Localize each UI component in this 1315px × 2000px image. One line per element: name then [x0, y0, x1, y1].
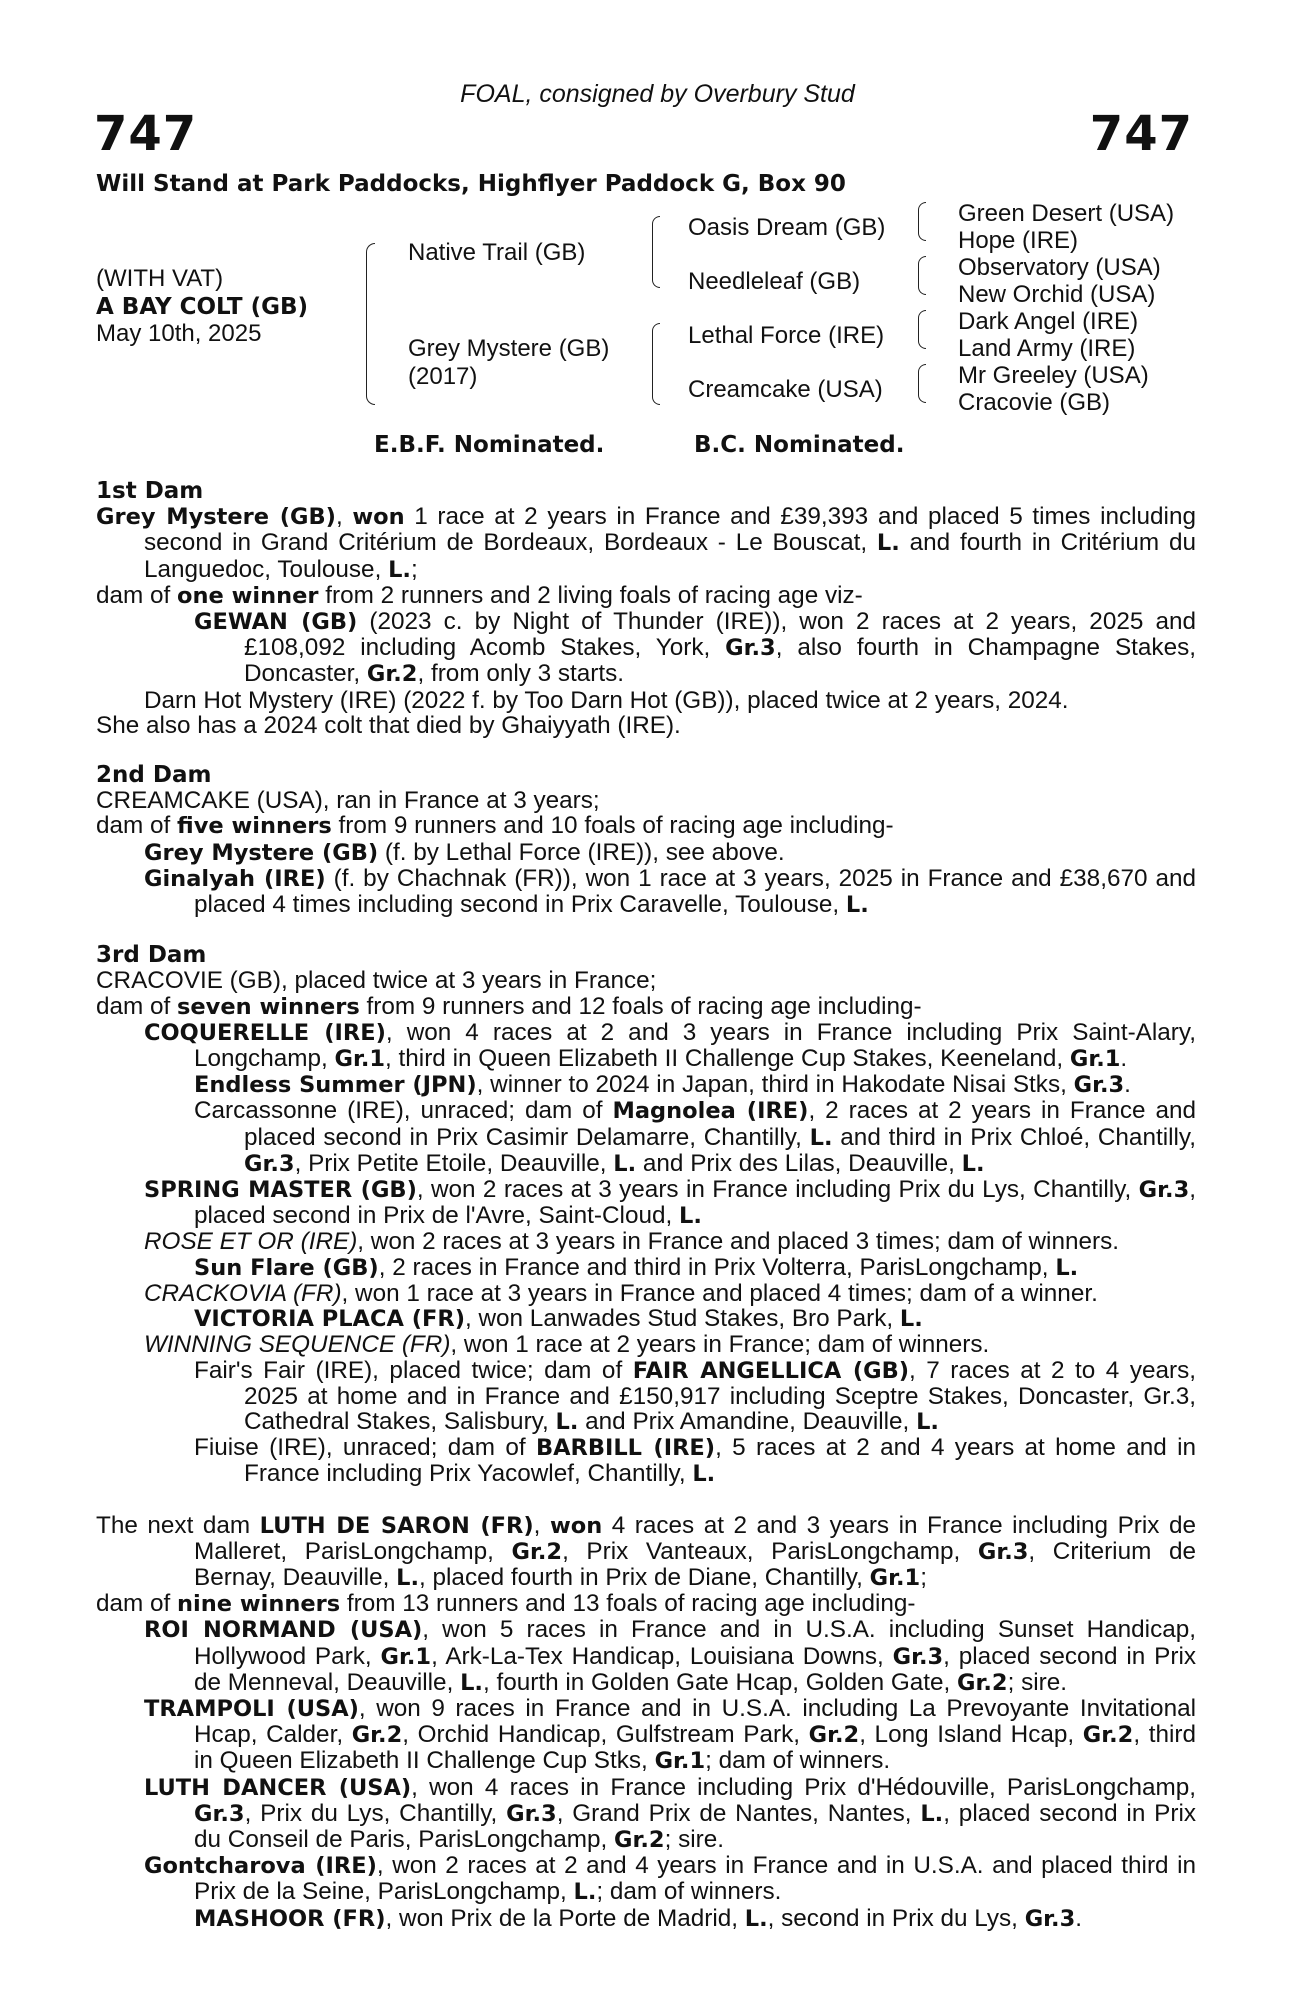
produce-grey-mystere: Grey Mystere (GB) (f. by Lethal Force (IRE)), see above.	[144, 838, 785, 866]
pedigree-g3-6: Land Army (IRE)	[958, 335, 1136, 362]
pedigree-g3-5: Dark Angel (IRE)	[958, 308, 1139, 335]
pedigree-sire: Native Trail (GB)	[408, 239, 586, 266]
third-dam-heading: 3rd Dam	[96, 942, 207, 969]
lot-number-left: 747	[94, 106, 198, 162]
pedigree-g3-4: New Orchid (USA)	[958, 281, 1156, 308]
pedigree-brace-main	[366, 243, 375, 405]
third-dam-produce-summary: dam of seven winners from 9 runners and 12 foals of racing age including-	[96, 992, 922, 1020]
second-dam-produce-summary: dam of five winners from 9 runners and 10 foals of racing age including-	[96, 812, 894, 840]
pedigree-brace-g4	[918, 364, 926, 403]
pedigree-sire-dam: Needleleaf (GB)	[688, 268, 861, 295]
produce-endless-summer: Endless Summer (JPN), winner to 2024 in Japan, third in Hakodate Nisai Stks, Gr.3.	[194, 1071, 1131, 1099]
second-dam-heading: 2nd Dam	[96, 762, 212, 789]
pedigree-g3-8: Cracovie (GB)	[958, 389, 1111, 416]
produce-carcassonne: Carcassonne (IRE), unraced; dam of Magnolea (IRE), 2 races at 2 years in France and placed second in Prix Casimir Delamarre, Chantilly, L. and third in Prix Chloé, Chantilly, Gr.3, Prix Petite Etoile, Deauville, L. and Prix des Lilas, Deauville, L.	[194, 1097, 1196, 1177]
produce-rose-et-or: ROSE ET OR (IRE), won 2 races at 3 years in France and placed 3 times; dam of winners.	[144, 1228, 1119, 1256]
catalogue-body	[96, 479, 1196, 1932]
third-dam-record: CRACOVIE (GB), placed twice at 3 years in France;	[96, 967, 657, 995]
vat-label: (WITH VAT)	[96, 265, 224, 292]
produce-winning-sequence: WINNING SEQUENCE (FR), won 1 race at 2 years in France; dam of winners.	[144, 1331, 990, 1359]
produce-spring-master: SPRING MASTER (GB), won 2 races at 3 years in France including Prix du Lys, Chantilly, Gr.3, placed second in Prix de l'Avre, Saint-Cloud, L.	[144, 1176, 1196, 1230]
pedigree-g3-7: Mr Greeley (USA)	[958, 362, 1149, 389]
produce-darn-hot-mystery: Darn Hot Mystery (IRE) (2022 f. by Too Darn Hot (GB)), placed twice at 2 years, 2024.	[144, 686, 1069, 714]
produce-mashoor: MASHOOR (FR), won Prix de la Porte de Madrid, L., second in Prix du Lys, Gr.3.	[194, 1904, 1083, 1932]
first-dam-note: She also has a 2024 colt that died by Ghaiyyath (IRE).	[96, 711, 681, 739]
horse-name: A BAY COLT (GB)	[96, 294, 309, 320]
produce-crackovia: CRACKOVIA (FR), won 1 race at 3 years in France and placed 4 times; dam of a winner.	[144, 1279, 1098, 1307]
consignment-line: FOAL, consigned by Overbury Stud	[460, 80, 855, 108]
pedigree-dam-dam: Creamcake (USA)	[688, 376, 883, 403]
pedigree-brace-g3	[918, 310, 926, 349]
bc-nomination: B.C. Nominated.	[694, 432, 905, 458]
first-dam-record: Grey Mystere (GB), won 1 race at 2 years in France and £39,393 and placed 5 times including second in Grand Critérium de Bordeaux, Bordeaux - Le Bouscat, L. and fourth in Critérium du Languedoc, Toulouse, L.;	[96, 503, 1196, 583]
produce-roi-normand: ROI NORMAND (USA), won 5 races in France and in U.S.A. including Sunset Handicap, Hollywood Park, Gr.1, Ark-La-Tex Handicap, Louisiana Downs, Gr.3, placed second in Prix de Menneval, Deauville, L., fourth in Golden Gate Hcap, Golden Gate, Gr.2; sire.	[144, 1616, 1196, 1696]
pedigree-g3-3: Observatory (USA)	[958, 254, 1161, 281]
pedigree-brace-g1	[918, 202, 926, 241]
produce-sun-flare: Sun Flare (GB), 2 races in France and third in Prix Volterra, ParisLongchamp, L.	[194, 1253, 1079, 1281]
produce-trampoli: TRAMPOLI (USA), won 9 races in France and in U.S.A. including La Prevoyante Invitational Hcap, Calder, Gr.2, Orchid Handicap, Gulfstream Park, Gr.2, Long Island Hcap, Gr.2, third in Queen Elizabeth II Challenge Cup Stks, Gr.1; dam of winners.	[144, 1694, 1196, 1775]
second-dam-record: CREAMCAKE (USA), ran in France at 3 years;	[96, 787, 600, 815]
produce-gontcharova: Gontcharova (IRE), won 2 races at 2 and 4 years in France and in U.S.A. and placed third in Prix de la Seine, ParisLongchamp, L.; dam of winners.	[144, 1852, 1197, 1906]
produce-coquerelle: COQUERELLE (IRE), won 4 races at 2 and 3 years in France including Prix Saint-Alary, Longchamp, Gr.1, third in Queen Elizabeth II Challenge Cup Stakes, Keeneland, Gr.1.	[144, 1018, 1196, 1073]
location-line: Will Stand at Park Paddocks, Highflyer Paddock G, Box 90	[96, 171, 846, 197]
produce-ginalyah: Ginalyah (IRE) (f. by Chachnak (FR)), won 1 race at 3 years, 2025 in France and £38,670 and placed 4 times including second in Prix Caravelle, Toulouse, L.	[144, 864, 1196, 919]
first-dam-heading: 1st Dam	[96, 478, 204, 504]
lot-number-right: 747	[1089, 106, 1193, 162]
produce-fairs-fair: Fair's Fair (IRE), placed twice; dam of FAIR ANGELLICA (GB), 7 races at 2 to 4 years, 2025 at home and in France and £150,917 including Sceptre Stakes, Doncaster, Gr.3, Cathedral Stakes, Salisbury, L. and Prix Amandine, Deauville, L.	[194, 1356, 1196, 1435]
pedigree-brace-sire	[652, 216, 660, 288]
next-dam-produce-summary: dam of nine winners from 13 runners and 13 foals of racing age including-	[96, 1590, 916, 1618]
first-dam-produce-summary: dam of one winner from 2 runners and 2 living foals of racing age viz-	[96, 581, 863, 609]
pedigree-sire-sire: Oasis Dream (GB)	[688, 214, 886, 241]
pedigree-dam-sire: Lethal Force (IRE)	[688, 322, 885, 349]
pedigree-brace-dam	[652, 323, 660, 405]
produce-luth-dancer: LUTH DANCER (USA), won 4 races in France including Prix d'Hédouville, ParisLongchamp, Gr.3, Prix du Lys, Chantilly, Gr.3, Grand Prix de Nantes, Nantes, L., placed second in Prix du Conseil de Paris, ParisLongchamp, Gr.2; sire.	[144, 1773, 1197, 1853]
ebf-nomination: E.B.F. Nominated.	[374, 432, 605, 458]
horse-dob: May 10th, 2025	[96, 320, 262, 347]
next-dam-record: The next dam LUTH DE SARON (FR), won 4 races at 2 and 3 years in France including Prix de Malleret, ParisLongchamp, Gr.2, Prix Vanteaux, ParisLongchamp, Gr.3, Criterium de Bernay, Deauville, L., placed fourth in Prix de Diane, Chantilly, Gr.1;	[96, 1511, 1196, 1591]
pedigree-dam: Grey Mystere (GB)	[408, 335, 610, 362]
pedigree-g3-2: Hope (IRE)	[958, 227, 1079, 254]
produce-victoria-placa: VICTORIA PLACA (FR), won Lanwades Stud Stakes, Bro Park, L.	[194, 1305, 923, 1333]
pedigree-g3-1: Green Desert (USA)	[958, 200, 1175, 227]
pedigree-brace-g2	[918, 256, 926, 295]
pedigree-dam-year: (2017)	[408, 363, 478, 390]
produce-fiuise: Fiuise (IRE), unraced; dam of BARBILL (IRE), 5 races at 2 and 4 years at home and in France including Prix Yacowlef, Chantilly, L.	[194, 1434, 1196, 1488]
produce-gewan: GEWAN (GB) (2023 c. by Night of Thunder (IRE)), won 2 races at 2 years, 2025 and £108,092 including Acomb Stakes, York, Gr.3, also fourth in Champagne Stakes, Doncaster, Gr.2, from only 3 starts.	[194, 608, 1196, 688]
